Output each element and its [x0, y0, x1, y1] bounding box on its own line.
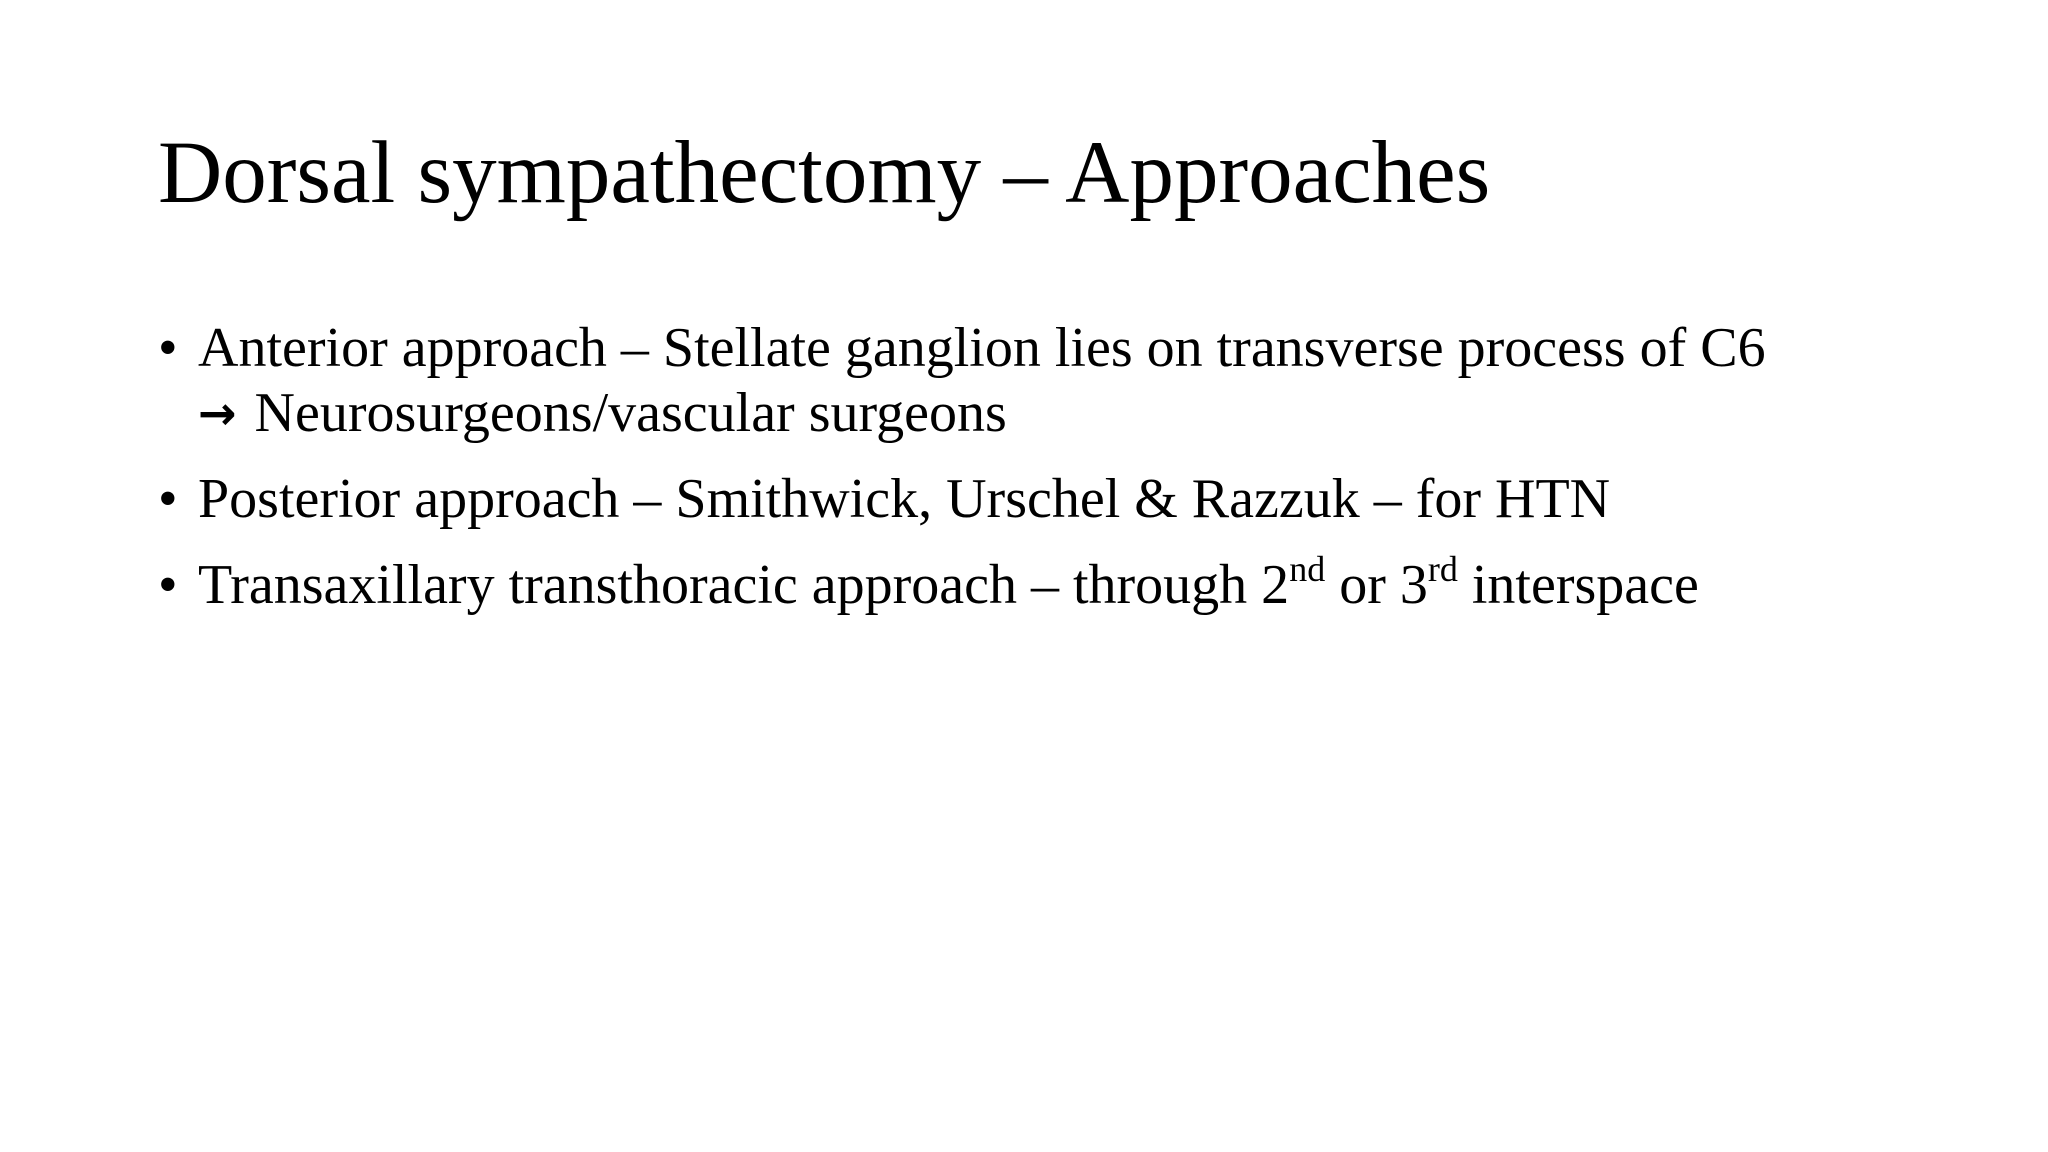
bullet-text-part: Transaxillary transthoracic approach – through 2: [198, 554, 1290, 616]
bullet-dot-icon: •: [158, 554, 178, 616]
right-arrow-icon: →: [198, 386, 237, 440]
bullet-item-anterior-approach: [158, 316, 1978, 446]
bullet-text-part: or 3: [1325, 554, 1428, 616]
bullet-dot-icon: •: [158, 317, 178, 379]
bullet-list: [158, 316, 1978, 639]
ordinal-superscript: nd: [1289, 549, 1326, 589]
bullet-item-transaxillary-approach: [158, 549, 1978, 618]
bullet-continuation: [198, 381, 1978, 446]
bullet-text: Anterior approach – Stellate ganglion lies on transverse process of C6: [198, 317, 1766, 379]
bullet-item-posterior-approach: [158, 467, 1978, 532]
ordinal-superscript: rd: [1427, 549, 1458, 589]
bullet-text-part: interspace: [1457, 554, 1699, 616]
slide-title: Dorsal sympathectomy – Approaches: [158, 124, 1491, 222]
bullet-text: Posterior approach – Smithwick, Urschel & Razzuk – for HTN: [198, 468, 1611, 530]
bullet-text: [198, 549, 1978, 618]
bullet-subtext: Neurosurgeons/vascular surgeons: [254, 382, 1007, 444]
bullet-dot-icon: •: [158, 468, 178, 530]
